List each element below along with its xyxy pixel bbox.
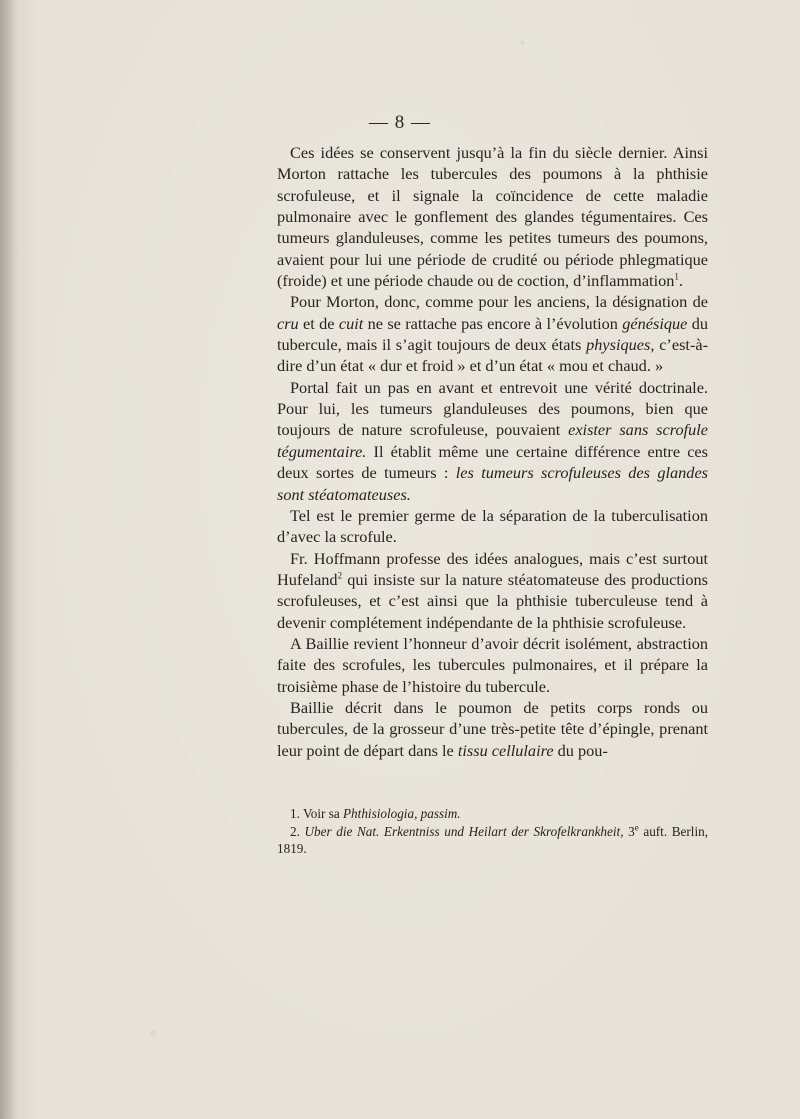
paragraph-6: A Baillie revient l’honneur d’avoir décrit isolément, abstraction faite des scrofules, les tubercules pulmonaires, et il prépare la troisième phase de l’histoire du tubercule.: [277, 633, 708, 696]
paragraph-text: Baillie décrit dans le poumon de petits corps ronds ou tubercules, de la grosseur d’une très-petite tête d’épingle, prenant leur point de départ dans le: [277, 697, 708, 760]
footnote-ref-2: 2: [337, 570, 343, 581]
paragraph-text: ne se rattache pas encore à l’évolution: [363, 313, 623, 333]
paragraph-text: Fr. Hoffmann professe des idées analogues, mais c’est surtout Hufeland: [277, 548, 708, 589]
page-number: — 8 —: [369, 112, 431, 133]
paragraph-3: [277, 377, 708, 505]
italic-term: cuit: [338, 313, 364, 333]
footnote-text: 2.: [290, 823, 305, 839]
paper-stain: [520, 40, 525, 45]
italic-term: tissu cellulaire: [457, 740, 554, 760]
footnote-text: 3: [623, 823, 635, 839]
paragraph-text: Portal fait un pas en avant et entrevoit une vérité doctrinale. Pour lui, les tumeurs glanduleuses des poumons, bien que toujours de nature scrofuleuse, pouvaient: [277, 377, 708, 440]
binding-shadow: [0, 0, 18, 1119]
paragraph-text: .: [678, 271, 683, 291]
paragraph-text: Il établit même une certaine différence entre ces deux sortes de tumeurs :: [277, 441, 708, 483]
paragraph-2: [277, 291, 708, 376]
paragraph-text: du tubercule, mais il s’agit toujours de deux états: [277, 313, 709, 355]
edition-superscript: e: [634, 822, 639, 833]
italic-term: cru: [277, 313, 299, 333]
footnote-text: 1. Voir sa: [290, 806, 343, 821]
footnote-2: [277, 823, 708, 858]
footnote-title: Uber die Nat. Erkentniss und Heilart der Skrofelkrankheit,: [304, 823, 624, 839]
paragraph-text: c’est-à-dire d’un état « dur et froid » et d’un état « mou et chaud. »: [277, 335, 709, 376]
paper-stain: [150, 1030, 156, 1036]
paragraph-text: qui insiste sur la nature stéatomateuse des productions scrofuleuses, et c’est ainsi que la phthisie tuberculeuse tend à devenir complétement indépendante de la phthisie scrofuleuse.: [277, 569, 708, 632]
paragraph-text: Ces idées se conservent jusqu’à la fin du siècle dernier. Ainsi Morton rattache les tubercules des poumons à la phthisie scrofuleuse, et il signale la coïncidence de cette maladie pulmonaire avec le gonflement des glandes tégumentaires. Ces tumeurs glanduleuses, comme les petites tumeurs des poumons, avaient pour lui une période de crudité ou période phlegmatique (froide) et une période chaude ou de coction, d’inflammation: [277, 143, 708, 291]
paragraph-7: [277, 697, 708, 761]
footnotes: [277, 805, 708, 858]
paragraph-4: Tel est le premier germe de la séparation de la tuberculisation d’avec la scrofule.: [277, 505, 708, 547]
footnote-title: Phthisiologia, passim.: [343, 806, 461, 821]
italic-term: exister sans scrofule tégumentaire.: [277, 420, 708, 461]
footnote-1: [277, 805, 708, 823]
italic-term: les tumeurs scrofuleuses des glandes sont stéatomateuses.: [277, 463, 709, 504]
paragraph-5: [277, 548, 708, 633]
paragraph-text: et de: [298, 313, 339, 333]
body-text: [277, 142, 708, 761]
paragraph-text: du pou-: [553, 740, 608, 760]
paragraph-text: Pour Morton, donc, comme pour les anciens, la désignation de: [290, 292, 708, 312]
paragraph-1: [277, 142, 708, 291]
italic-term: physiques,: [586, 335, 655, 355]
italic-term: génésique: [622, 313, 688, 333]
footnote-text: auft. Berlin, 1819.: [277, 823, 709, 856]
footnote-ref-1: 1: [674, 271, 679, 282]
